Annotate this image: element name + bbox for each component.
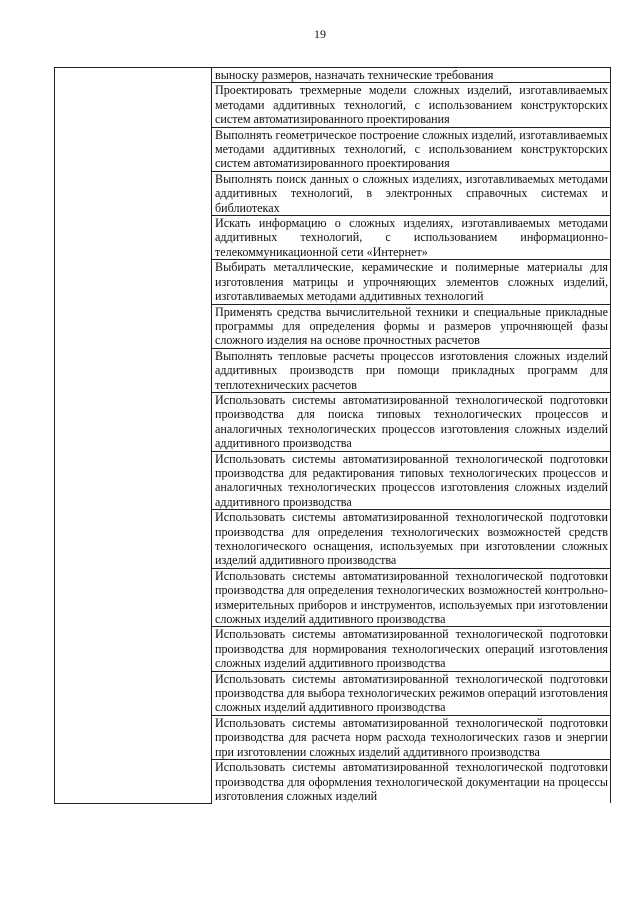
page-number: 19	[314, 27, 326, 41]
table-row	[55, 68, 611, 83]
table-cell: Выбирать металлические, керамические и полимерные материалы для изготовления матрицы и упрочняющих элементов сложных изделий, изготавливаемых методами аддитивных технологий	[212, 260, 611, 304]
table-cell: Использовать системы автоматизированной технологической подготовки производства для оформления технологической документации на процессы изготовления сложных изделий	[212, 760, 611, 804]
requirements-table	[54, 67, 611, 804]
table-cell: Использовать системы автоматизированной технологической подготовки производства для редактирования типовых технологических процессов и аналогичных технологических процессов изготовления сложных изделий аддитивного производства	[212, 451, 611, 510]
table-cell: Использовать системы автоматизированной технологической подготовки производства для нормирования технологических операций изготовления сложных изделий аддитивного производства	[212, 627, 611, 671]
table-cell: Выполнять тепловые расчеты процессов изготовления сложных изделий аддитивных производств при помощи прикладных программ для теплотехнических расчетов	[212, 348, 611, 392]
table-cell: Использовать системы автоматизированной технологической подготовки производства для определения технологических возможностей контрольно-измерительных приборов и инструментов, используемых при изготовлении сложных изделий аддитивного производства	[212, 568, 611, 627]
table-cell: Использовать системы автоматизированной технологической подготовки производства для выбора технологических режимов операций изготовления сложных изделий аддитивного производства	[212, 671, 611, 715]
table-cell: Выполнять поиск данных о сложных изделиях, изготавливаемых методами аддитивных технологий, в электронных справочных системах и библиотеках	[212, 171, 611, 215]
left-column-cell	[55, 68, 212, 804]
table-cell: Применять средства вычислительной техники и специальные прикладные программы для определения формы и размеров упрочняющей фазы сложного изделия на основе прочностных расчетов	[212, 304, 611, 348]
table-cell: Выполнять геометрическое построение сложных изделий, изготавливаемых методами аддитивных технологий, с использованием конструкторских систем автоматизированного проектирования	[212, 127, 611, 171]
table-cell: Искать информацию о сложных изделиях, изготавливаемых методами аддитивных технологий, с использованием информационно-телекоммуникационной сети «Интернет»	[212, 216, 611, 260]
table-cell: Использовать системы автоматизированной технологической подготовки производства для расчета норм расхода технологических газов и энергии при изготовлении сложных изделий аддитивного производства	[212, 715, 611, 759]
table-cell: Использовать системы автоматизированной технологической подготовки производства для поиска типовых технологических процессов и аналогичных технологических процессов изготовления сложных изделий аддитивного производства	[212, 392, 611, 451]
table-cell: Использовать системы автоматизированной технологической подготовки производства для определения технологических возможностей средств технологического оснащения, используемых при изготовлении сложных изделий аддитивного производства	[212, 510, 611, 569]
table-cell: выноску размеров, назначать технические требования	[212, 68, 611, 83]
table-cell: Проектировать трехмерные модели сложных изделий, изготавливаемых методами аддитивных технологий, с использованием конструкторских систем автоматизированного проектирования	[212, 83, 611, 127]
